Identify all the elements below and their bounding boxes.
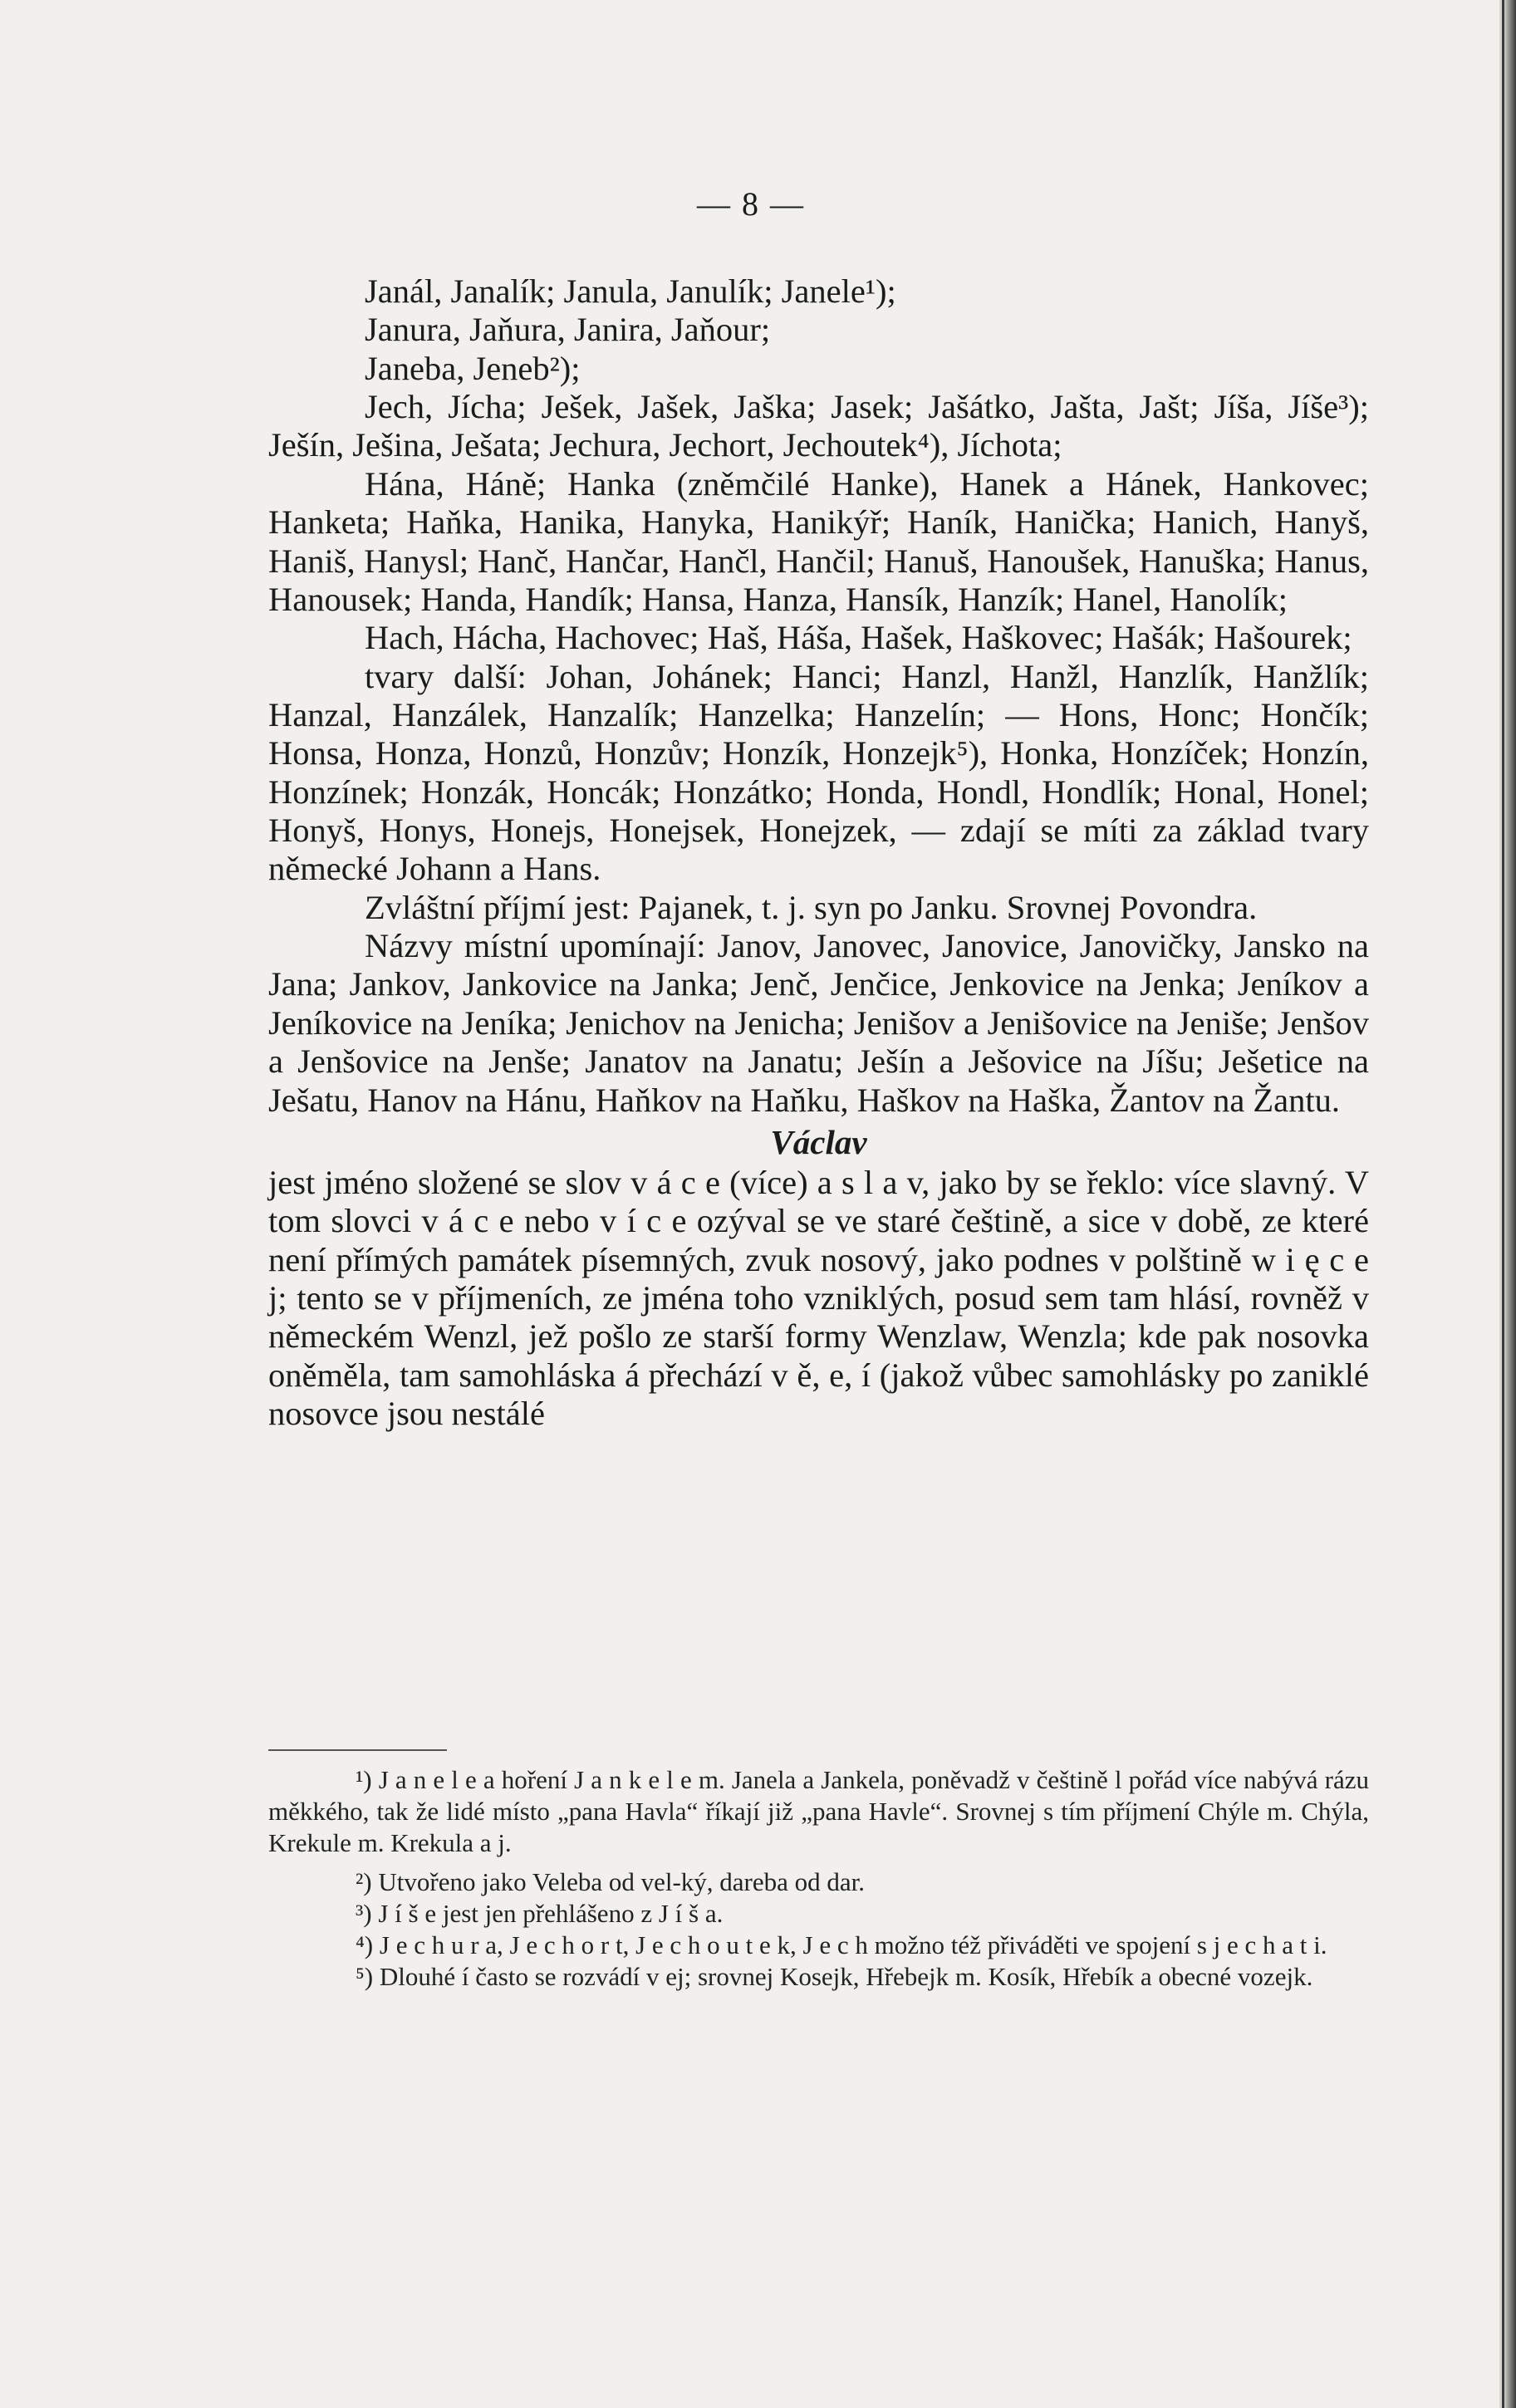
- footnote: ²) Utvořeno jako Veleba od vel-ký, dareba od dar.: [356, 1867, 866, 1897]
- footnote: ⁵) Dlouhé í často se rozvádí v ej; srovnej Kosejk, Hřebejk m. Kosík, Hřebík a obecné vozejk.: [356, 1961, 1313, 1991]
- page-number: — 8 —: [697, 185, 805, 223]
- paragraph: Janeba, Jeneb²);: [365, 349, 581, 387]
- main-text: [268, 272, 1369, 1433]
- paragraph: Janál, Janalík; Janula, Janulík; Janele¹);: [365, 272, 896, 310]
- footnote-divider: [268, 1749, 447, 1751]
- footnote: ⁴) J e c h u r a, J e c h o r t, J e c h o u t e k, J e c h možno též přiváděti ve spojení s j e c h a t i.: [356, 1930, 1327, 1960]
- footnotes: [268, 1764, 1369, 1993]
- paragraph: Názvy místní upomínají: Janov, Janovec, Janovice, Janovičky, Jansko na Jana; Jankov, Jankovice na Janka; Jenč, Jenčice, Jenkovice na Jenka; Jeníkov a Jeníkovice na Jeníka; Jenichov na Jenicha; Jenišov a Jenišovice na Jeniše; Jenšov a Jenšovice na Jenše; Janatov na Janatu; Ješín a Ješovice na Jíšu; Ješetice na Ješatu, Hanov na Hánu, Haňkov na Haňku, Haškov na Haška, Žantov na Žantu.: [268, 927, 1369, 1119]
- paragraph: Zvláštní příjmí jest: Pajanek, t. j. syn po Janku. Srovnej Povondra.: [365, 888, 1258, 926]
- paragraph: Hach, Hácha, Hachovec; Haš, Háša, Hašek, Haškovec; Hašák; Hašourek;: [365, 619, 1352, 657]
- section-heading: Václav: [770, 1122, 867, 1161]
- page-edge: [1504, 0, 1516, 2408]
- paragraph: Janura, Jaňura, Janira, Jaňour;: [365, 311, 771, 349]
- paragraph: jest jméno složené se slov v á c e (více) a s l a v, jako by se řeklo: více slavný. V tom slovci v á c e nebo v í c e ozýval se ve staré češtině, a sice v době, ze které není přímých památek písemných, zvuk nosový, jako podnes v polštině w i ę c e j; tento se v příjmeních, ze jména toho vzniklých, posud sem tam hlásí, rovněž v německém Wenzl, jež pošlo ze starší formy Wenzlaw, Wenzla; kde pak nosovka oněměla, tam samohláska á přechází v ě, e, í (jakož vůbec samohlásky po zaniklé nosovce jsou nestálé: [268, 1163, 1369, 1432]
- paragraph: Hána, Háně; Hanka (zněmčilé Hanke), Hanek a Hánek, Hankovec; Hanketa; Haňka, Hanika, Hanyka, Hanikýř; Haník, Hanička; Hanich, Hanyš, Haniš, Hanysl; Hanč, Hančar, Hančl, Hančil; Hanuš, Hanoušek, Hanuška; Hanus, Hanousek; Handa, Handík; Hansa, Hanza, Hansík, Hanzík; Hanel, Hanolík;: [268, 464, 1369, 618]
- paragraph: tvary další: Johan, Johánek; Hanci; Hanzl, Hanžl, Hanzlík, Hanžlík; Hanzal, Hanzálek, Hanzalík; Hanzelka; Hanzelín; — Hons, Honc; Hončík; Honsa, Honza, Honzů, Honzův; Honzík, Honzejk⁵), Honka, Honzíček; Honzín, Honzínek; Honzák, Honcák; Honzátko; Honda, Hondl, Hondlík; Honal, Honel; Honyš, Honys, Honejs, Honejsek, Honejzek, — zdají se míti za základ tvary německé Johann a Hans.: [268, 657, 1369, 888]
- footnote: ¹) J a n e l e a hoření J a n k e l e m. Janela a Jankela, poněvadž v češtině l pořád více nabývá rázu měkkého, tak že lidé místo „pana Havla“ říkají již „pana Havle“. Srovnej s tím příjmení Chýle m. Chýla, Krekule m. Krekula a j.: [268, 1765, 1369, 1857]
- footnote: ³) J í š e jest jen přehlášeno z J í š a.: [356, 1899, 724, 1929]
- paragraph: Jech, Jícha; Ješek, Jašek, Jaška; Jasek; Jašátko, Jašta, Jašt; Jíša, Jíše³); Ješín, Ješina, Ješata; Jechura, Jechort, Jechoutek⁴), Jíchota;: [268, 388, 1369, 464]
